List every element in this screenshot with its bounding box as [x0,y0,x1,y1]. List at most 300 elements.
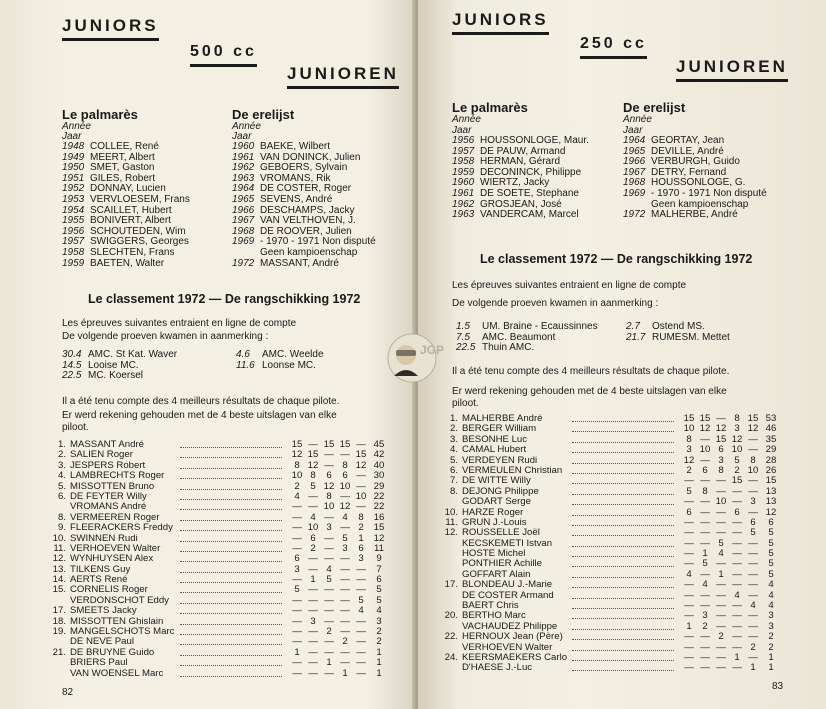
dot-leader [572,570,674,578]
race-score: — [684,610,694,622]
event-entry [62,371,177,382]
dot-leader [180,461,282,469]
race-score: 5 [702,558,708,570]
header-juniors: JUNIORS [452,10,549,35]
total-score: 4 [768,589,774,601]
palmares-name: BAEKE, Wilbert [260,141,331,152]
rider-name: VACHAUDEZ Philippe [462,620,558,632]
rank-position: 7. [449,475,458,487]
race-score: 1 [326,657,332,669]
rank-position: 3. [449,433,458,445]
dot-leader [180,648,282,656]
race-score: 6 [294,553,300,565]
race-score: 3 [702,610,708,622]
race-score: 5 [358,594,364,606]
palmares-name: SCAILLET, Hubert [90,204,172,216]
palmares-name: BONIVERT, Albert [90,215,171,227]
palmares-name: VAN DONINCK, Julien [260,151,361,163]
total-score: 9 [376,553,382,565]
race-score: 15 [355,449,367,461]
race-score: 12 [307,459,319,471]
dot-leader [180,492,282,500]
event-entry [62,350,177,361]
race-score: — [340,574,350,586]
event-date: 21.7 [626,331,646,343]
palmares-name: DE ROOVER, Julien [260,225,352,237]
race-score: 10 [715,496,727,508]
race-score: 3 [326,522,332,534]
dot-leader [180,575,282,583]
rider-name: JESPERS Robert [70,459,146,471]
palmares-year: 1948 [62,141,85,152]
rider-name: SALIEN Roger [70,449,133,461]
race-score: — [324,459,334,471]
total-score: 28 [765,454,777,466]
palmares-sub-annee: Année [62,121,91,132]
race-score: — [716,475,726,487]
palmares-year: 1963 [452,209,475,221]
rider-name: BRIERS Paul [70,657,128,669]
rider-name: BLONDEAU J.-Marie [462,579,553,591]
event-date: 14.5 [62,359,82,371]
rider-name: VERHOEVEN Walter [70,542,161,554]
palmares-name: HOUSSONLOGE, Maur. [480,135,589,146]
total-score: 3 [768,620,774,632]
palmares-year: 1960 [452,177,475,189]
erelijst-sub-jaar: Jaar [232,131,252,142]
palmares-sub-jaar: Jaar [452,125,472,136]
rank-position: 2. [57,449,66,461]
race-score: — [308,594,318,606]
race-score: 12 [747,423,759,435]
race-score: — [732,579,742,591]
rank-position: 11. [53,542,66,554]
ranking-row [52,669,392,679]
dot-leader [572,632,674,640]
race-score: — [356,615,366,627]
rider-name: GOFFART Alain [462,568,531,580]
race-score: 4 [718,548,724,560]
race-score: 8 [326,490,332,502]
header-junioren: JUNIOREN [676,57,788,82]
palmares-year: 1952 [62,183,85,195]
race-score: 3 [358,553,364,565]
total-score: 29 [765,444,777,456]
event-date: 4.6 [236,349,250,360]
total-score: 6 [768,516,774,528]
rank-position: 17. [52,605,66,617]
palmares-year: 1949 [62,151,85,163]
race-score: — [308,584,318,596]
dot-leader [180,554,282,562]
race-score: — [340,646,350,658]
race-score: 3 [750,496,756,508]
palmares-year: 1951 [62,172,85,184]
rider-name: DE NEVE Paul [70,636,134,648]
palmares-year: 1957 [62,236,85,248]
dot-leader [180,565,282,573]
race-score: — [292,511,302,523]
palmares-name: SMET, Gaston [90,162,155,174]
race-score: 3 [294,563,300,575]
page-right [418,0,826,709]
race-score: — [292,532,302,544]
palmares-year: 1950 [62,162,85,174]
intro-nl: De volgende proeven kwamen in aanmerking : [452,298,659,309]
dot-leader [180,471,282,479]
classement-title: Le classement 1972 — De rangschikking 1972 [88,292,361,306]
total-score: 35 [765,433,777,445]
rider-name: CORNELIS Roger [70,584,148,596]
race-score: — [716,558,726,570]
race-score: 6 [718,444,724,456]
rank-position: 2. [449,423,458,435]
rider-name: MALHERBE André [462,413,543,424]
rank-position: 12. [444,527,458,539]
dot-leader [180,450,282,458]
erelijst-sub-jaar: Jaar [623,125,643,136]
palmares-entry [232,195,376,206]
race-score: 12 [323,480,335,492]
palmares-year: 1972 [232,257,255,269]
total-score: 3 [376,615,382,627]
rank-position: 4. [57,470,66,482]
jgp-logo [384,330,445,386]
race-score: — [292,657,302,669]
palmares-year: 1964 [623,135,646,146]
race-score: — [356,626,366,638]
race-score: 8 [686,433,692,445]
race-score: 5 [310,480,316,492]
palmares-year: 1965 [232,193,255,205]
race-score: — [700,433,710,445]
race-score: 8 [734,413,740,424]
erelijst-sub-annee: Année [232,121,261,132]
palmares-name: SWIGGERS, Georges [90,236,189,248]
rider-name: VROMANS André [70,501,147,513]
palmares-year: 1972 [623,209,646,221]
race-score: — [700,641,710,653]
rank-position: 22. [444,631,458,643]
rider-name: BERTHO Marc [462,610,526,622]
race-score: 6 [750,516,756,528]
palmares-entry [232,248,376,259]
race-score: — [356,501,366,513]
event-entry [456,322,598,333]
palmares-name: DESCHAMPS, Jacky [260,204,355,216]
total-score: 46 [765,423,777,435]
rank-position: 24. [444,651,458,663]
palmares-title: Le palmarès [452,100,528,115]
race-score: — [308,667,318,679]
race-score: — [748,537,758,549]
rank-position: 14. [52,574,66,586]
race-score: — [716,641,726,653]
dot-leader [572,591,674,599]
rank-position: 10. [52,532,66,544]
race-score: 4 [326,563,332,575]
race-score: — [292,522,302,534]
race-score: 8 [750,454,756,466]
rank-position: 13. [52,563,66,575]
rider-name: MANGELSCHOTS Marc [70,626,175,638]
dot-leader [180,534,282,542]
header-junioren: JUNIOREN [287,64,399,89]
ranking-row [52,523,392,533]
palmares-name: COLLEE, René [90,141,159,152]
race-score: 15 [307,449,319,461]
race-score: — [340,657,350,669]
rider-name: SMEETS Jacky [70,605,137,617]
palmares-name: DECONINCK, Philippe [480,166,582,178]
palmares-name: SEVENS, André [260,193,333,205]
rider-name: VERMEEREN Roger [70,511,160,523]
race-score: — [748,651,758,663]
race-score: 10 [747,464,759,476]
race-score: — [340,563,350,575]
intro-fr: Les épreuves suivantes entraient en ligne de compte [62,318,297,329]
race-score: — [732,548,742,560]
total-score: 30 [373,470,385,482]
total-score: 4 [768,600,774,612]
palmares-name: BAETEN, Walter [90,257,165,269]
total-score: 2 [376,626,382,638]
palmares-name: DE SOETE, Stephane [480,187,579,199]
dot-leader [572,456,674,464]
race-score: 12 [715,423,727,435]
total-score: 7 [376,563,382,575]
race-score: — [732,600,742,612]
ranking-table [52,440,392,679]
class-cc: 500 cc [190,42,257,67]
race-score: 5 [734,454,740,466]
race-score: — [292,605,302,617]
race-score: — [716,662,726,674]
rider-name: DE BRUYNE Guido [70,646,155,658]
note-nl-end: piloot. [452,398,479,409]
event-name: Thuin AMC. [482,342,535,354]
race-score: 4 [750,600,756,612]
race-score: — [716,610,726,622]
race-score: 4 [734,589,740,601]
palmares-year: 1962 [232,162,255,174]
rank-position: 8. [57,511,66,523]
race-score: — [324,594,334,606]
rank-position: 5. [57,480,66,492]
race-score: 1 [358,532,364,544]
palmares-entry [452,136,589,147]
ranking-row [444,445,784,455]
palmares-year: 1962 [452,198,475,210]
palmares-year: 1969 [232,236,255,248]
dot-leader [572,466,674,474]
race-score: — [684,527,694,539]
race-score: 6 [734,506,740,518]
event-entry [626,322,730,333]
race-score: — [292,594,302,606]
rider-name: VERHOEVEN Walter [462,641,553,653]
dot-leader [572,549,674,557]
race-score: — [340,605,350,617]
race-score: 15 [747,413,759,424]
erelijst-sub-annee: Année [623,114,652,125]
rider-name: DE WITTE Willy [462,475,531,487]
rank-position: 8. [449,485,458,497]
race-score: 1 [702,548,708,560]
total-score: 5 [376,594,382,606]
race-score: 2 [750,641,756,653]
palmares-name: GEBOERS, Sylvain [260,162,348,174]
race-score: 2 [734,464,740,476]
event-date: 2.7 [626,321,640,332]
race-score: — [684,516,694,528]
race-score: 3 [342,542,348,554]
palmares-name: GILES, Robert [90,172,156,184]
palmares-year: 1967 [232,215,255,227]
race-score: — [292,574,302,586]
race-score: — [324,584,334,596]
race-score: 15 [339,439,351,450]
classement-title: Le classement 1972 — De rangschikking 1972 [480,252,753,266]
rider-name: CAMAL Hubert [462,444,527,456]
dot-leader [180,606,282,614]
dot-leader [572,643,674,651]
rider-name: LAMBRECHTS Roger [70,470,165,482]
total-score: 5 [376,584,382,596]
rider-name: FLEERACKERS Freddy [70,522,173,534]
dot-leader [180,658,282,666]
race-score: — [308,636,318,648]
palmares-year: 1954 [62,204,85,216]
palmares-entry [452,189,589,200]
race-score: — [684,600,694,612]
race-score: — [308,439,318,450]
race-score: — [732,516,742,528]
race-score: — [324,646,334,658]
race-score: 2 [686,464,692,476]
dot-leader [180,617,282,625]
dot-leader [180,596,282,604]
race-score: 15 [323,439,335,450]
race-score: — [732,537,742,549]
race-score: — [324,667,334,679]
race-score: — [748,631,758,643]
ranking-table [444,414,784,674]
race-score: — [700,475,710,487]
note-fr: Il a été tenu compte des 4 meilleurs résultats de chaque pilote. [62,396,340,407]
race-score: 8 [294,459,300,471]
race-score: 1 [310,574,316,586]
race-score: — [700,631,710,643]
dot-leader [572,580,674,588]
palmares-name: VERBURGH, Guido [651,156,740,168]
events-list-2 [626,322,730,343]
event-name: Looise MC. [88,359,139,371]
race-score: 2 [326,626,332,638]
palmares-entry [62,195,190,206]
total-score: 29 [373,480,385,492]
total-score: 4 [376,605,382,617]
race-score: — [748,485,758,497]
palmares-entry [452,210,589,221]
race-score: — [340,553,350,565]
total-score: 2 [768,641,774,653]
race-score: — [700,537,710,549]
race-score: 8 [342,459,348,471]
race-score: — [292,542,302,554]
event-name: AMC. St Kat. Waver [88,349,178,360]
rider-name: MASSANT André [70,439,144,450]
palmares-name: DE PAUW, Armand [480,145,566,157]
rank-position: 9. [57,522,66,534]
dot-leader [572,559,674,567]
palmares-year [232,248,260,259]
palmares-entry [62,142,190,153]
rider-name: VERDONSCHOT Eddy [70,594,169,606]
race-score: — [684,641,694,653]
palmares-year: 1968 [232,225,255,237]
rank-position: 4. [449,444,458,456]
palmares-name: HOUSSONLOGE, G. [651,177,746,189]
dot-leader [180,502,282,510]
palmares-year: 1963 [232,172,255,184]
palmares-name: DETRY, Fernand [651,166,727,178]
page-number: 82 [62,687,74,698]
race-score: — [324,636,334,648]
palmares-list-2 [232,142,376,269]
rider-name: GODART Serge [462,496,531,508]
race-score: — [356,470,366,482]
race-score: — [340,490,350,502]
race-score: — [292,501,302,513]
event-entry [236,350,324,361]
dot-leader [180,585,282,593]
event-date: 7.5 [456,331,470,343]
palmares-name: VERVLOESEM, Frans [90,193,190,205]
race-score: — [700,506,710,518]
race-score: — [716,516,726,528]
palmares-year: 1964 [232,183,255,195]
event-date: 22.5 [62,370,82,382]
rider-name: KECSKEMETI Istvan [462,537,553,549]
rider-name: HARZE Roger [462,506,524,518]
race-score: 1 [718,568,724,580]
note-nl: Er werd rekening gehouden met de 4 beste uitslagen van elke [62,410,337,421]
race-score: — [716,589,726,601]
race-score: — [324,532,334,544]
race-score: — [356,636,366,648]
race-score: — [700,589,710,601]
race-score: — [324,542,334,554]
dot-leader [180,440,282,448]
race-score: 5 [718,537,724,549]
rider-name: WYNHUYSEN Alex [70,553,154,565]
rank-position: 19. [52,626,66,638]
dot-leader [180,482,282,490]
event-name: AMC. Beaumont [482,331,556,343]
total-score: 5 [768,548,774,560]
rider-name: KEERSMAEKERS Carlo [462,651,568,663]
dot-leader [180,513,282,521]
rank-position: 1. [57,439,66,450]
race-score: — [748,444,758,456]
palmares-title: Le palmarès [62,107,138,122]
total-score: 1 [376,667,382,679]
rider-name: HERNOUX Jean (Père) [462,631,563,643]
race-score: — [356,480,366,492]
total-score: 26 [765,464,777,476]
race-score: 6 [358,542,364,554]
